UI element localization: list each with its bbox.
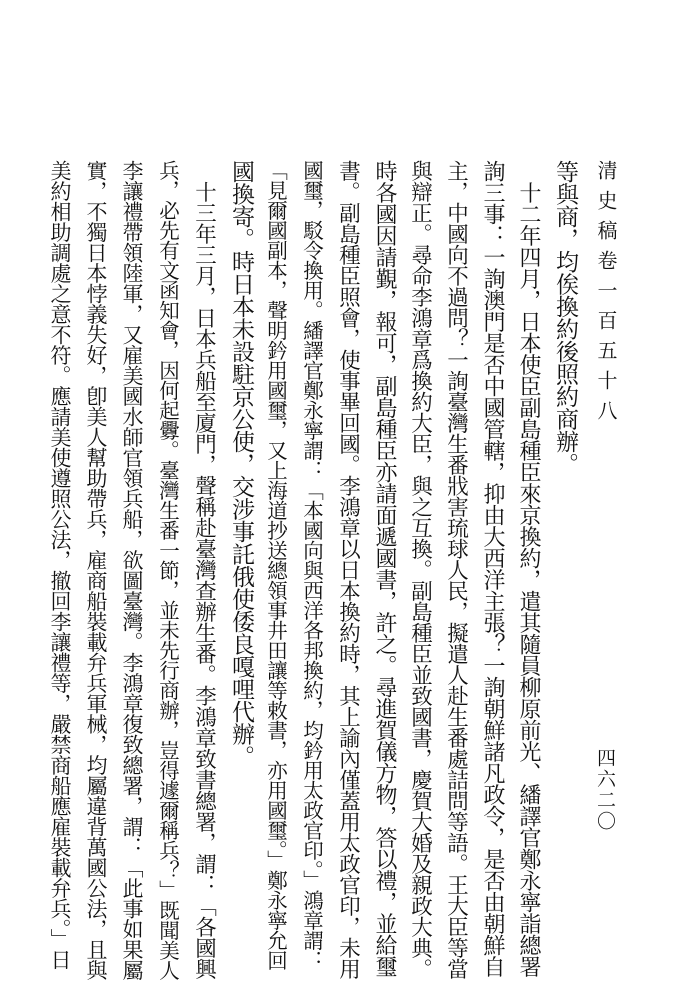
text-column: 兵，必先有文函知會，因何起釁。臺灣生番一節，並未先行商辦，豈得遽爾稱兵？」既聞美人 (155, 160, 180, 980)
running-header-title: 清史稿卷一百五十八 (594, 160, 618, 430)
text-column: 十三年三月，日本兵船至廈門，聲稱赴臺灣查辦生番。李鴻章致書總署，謂：「各國興 (191, 160, 217, 979)
text-column: 時各國因請覲，報可，副島種臣亦請面遞國書，許之。尋進賀儀方物，答以禮，並給璽 (372, 160, 397, 977)
text-column: 書。副島種臣照會，使事畢回國。李鴻章以日本換約時，其上諭內僅蓋用太政官印，未用 (335, 160, 361, 979)
text-column: 國璽，駁令換用。繙譯官鄭永寧謂：「本國向與西洋各邦換約，均鈐用太政官印。」鴻章謂： (299, 160, 324, 970)
text-column: 李讓禮帶領陸軍，又雇美國水師官領兵船，欲圖臺灣。李鴻章復致總署，謂：「此事如果屬 (120, 160, 144, 980)
text-column: 「見爾國副本，聲明鈐用國璽，又上海道抄送總領事井田讓等敕書，亦用國璽。」鄭永寧允回 (263, 160, 288, 970)
text-column: 詢三事：一詢澳門是否中國管轄，抑由大西洋主張？一詢朝鮮諸凡政令，是否由朝鮮自 (480, 160, 505, 977)
text-column: 國換寄。時日本未設駐京公使，交涉事託俄使倭良嘎哩代辦。 (228, 160, 254, 768)
page-number: 四六二〇 (594, 748, 616, 832)
text-column: 十二年四月，日本使臣副島種臣來京換約，遣其隨員柳原前光、繙譯官鄭永寧詣總署 (516, 160, 541, 977)
text-column: 實，不獨日本悖義失好，卽美人幫助帶兵，雇商船裝載弁兵軍械，均屬違背萬國公法，且與 (84, 160, 108, 980)
text-column: 與辯正。尋命李鴻章爲換約大臣，與之互換。副島種臣並致國書，慶賀大婚及親政大典。 (407, 160, 433, 979)
text-column: 等與商，均俟換約後照約商辦。 (552, 160, 578, 475)
text-column: 美約相助調處之意不符。應請美使遵照公法，撤回李讓禮等，嚴禁商船應雇裝載弁兵。」日 (48, 160, 72, 970)
text-column: 主，中國向不過問？一詢臺灣生番戕害琉球人民，擬遣人赴生番處詰問等語。王大臣等當 (443, 160, 469, 979)
